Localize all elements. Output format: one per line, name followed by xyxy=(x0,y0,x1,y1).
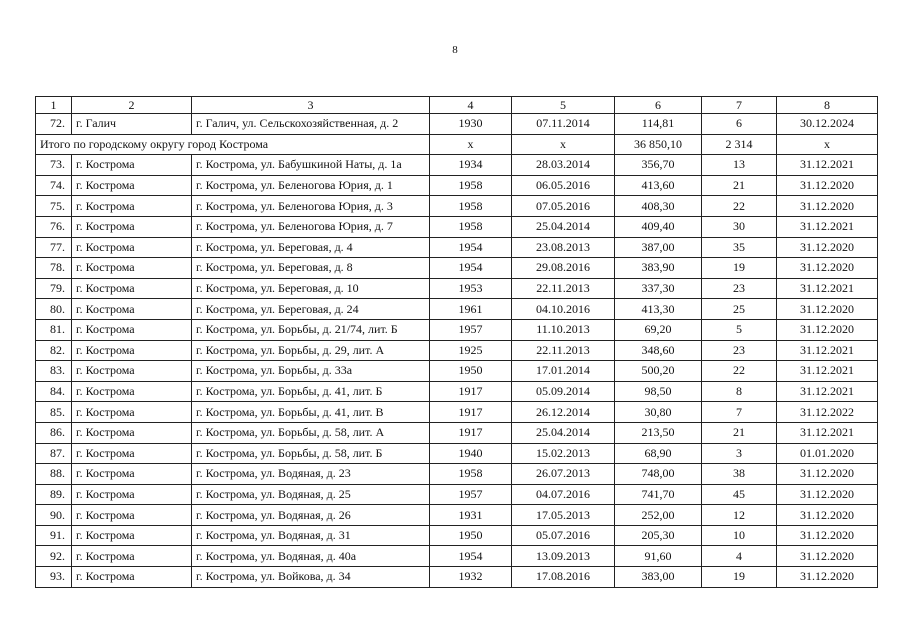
address-cell: г. Галич, ул. Сельскохозяйственная, д. 2 xyxy=(192,114,430,135)
row-number: 72. xyxy=(36,114,72,135)
area-cell: 205,30 xyxy=(615,525,702,546)
address-cell: г. Кострома, ул. Борьбы, д. 33а xyxy=(192,361,430,382)
row-number: 93. xyxy=(36,567,72,588)
settlement-cell: г. Кострома xyxy=(72,505,192,526)
count-cell: 8 xyxy=(702,381,777,402)
date-cell: 07.11.2014 xyxy=(512,114,615,135)
date-cell: 22.11.2013 xyxy=(512,340,615,361)
year-cell: 1950 xyxy=(430,525,512,546)
count-cell: 45 xyxy=(702,484,777,505)
count-cell: 38 xyxy=(702,464,777,485)
area-cell: 69,20 xyxy=(615,319,702,340)
date-cell: 05.09.2014 xyxy=(512,381,615,402)
address-cell: г. Кострома, ул. Борьбы, д. 41, лит. В xyxy=(192,402,430,423)
count-cell: 22 xyxy=(702,196,777,217)
deadline-cell: 31.12.2020 xyxy=(777,299,878,320)
address-cell: г. Кострома, ул. Войкова, д. 34 xyxy=(192,567,430,588)
date-cell: 23.08.2013 xyxy=(512,237,615,258)
row-number: 87. xyxy=(36,443,72,464)
table-row xyxy=(36,258,878,279)
year-cell: 1917 xyxy=(430,381,512,402)
row-number: 82. xyxy=(36,340,72,361)
deadline-cell: 31.12.2020 xyxy=(777,175,878,196)
settlement-cell: г. Кострома xyxy=(72,237,192,258)
column-number: 3 xyxy=(192,97,430,114)
column-number: 1 xyxy=(36,97,72,114)
deadline-cell: 31.12.2021 xyxy=(777,340,878,361)
area-cell: 68,90 xyxy=(615,443,702,464)
area-cell: 337,30 xyxy=(615,278,702,299)
address-cell: г. Кострома, ул. Береговая, д. 24 xyxy=(192,299,430,320)
deadline-cell: 31.12.2020 xyxy=(777,319,878,340)
count-cell: 23 xyxy=(702,278,777,299)
summary-count: 2 314 xyxy=(702,134,777,155)
deadline-cell: 31.12.2020 xyxy=(777,484,878,505)
deadline-cell: 31.12.2020 xyxy=(777,567,878,588)
row-number: 83. xyxy=(36,361,72,382)
settlement-cell: г. Кострома xyxy=(72,422,192,443)
year-cell: 1932 xyxy=(430,567,512,588)
settlement-cell: г. Кострома xyxy=(72,196,192,217)
row-number: 84. xyxy=(36,381,72,402)
settlement-cell: г. Кострома xyxy=(72,546,192,567)
deadline-cell: 01.01.2020 xyxy=(777,443,878,464)
count-cell: 12 xyxy=(702,505,777,526)
table-row xyxy=(36,422,878,443)
date-cell: 29.08.2016 xyxy=(512,258,615,279)
settlement-cell: г. Кострома xyxy=(72,299,192,320)
address-cell: г. Кострома, ул. Водяная, д. 40а xyxy=(192,546,430,567)
year-cell: 1961 xyxy=(430,299,512,320)
area-cell: 98,50 xyxy=(615,381,702,402)
year-cell: 1950 xyxy=(430,361,512,382)
date-cell: 11.10.2013 xyxy=(512,319,615,340)
row-number: 85. xyxy=(36,402,72,423)
area-cell: 383,00 xyxy=(615,567,702,588)
deadline-cell: 31.12.2020 xyxy=(777,196,878,217)
table-row xyxy=(36,567,878,588)
count-cell: 4 xyxy=(702,546,777,567)
year-cell: 1940 xyxy=(430,443,512,464)
page-number: 8 xyxy=(452,44,458,56)
deadline-cell: 31.12.2020 xyxy=(777,258,878,279)
table-row xyxy=(36,278,878,299)
year-cell: 1954 xyxy=(430,258,512,279)
table-row xyxy=(36,216,878,237)
settlement-cell: г. Кострома xyxy=(72,525,192,546)
settlement-cell: г. Кострома xyxy=(72,216,192,237)
deadline-cell: 30.12.2024 xyxy=(777,114,878,135)
date-cell: 25.04.2014 xyxy=(512,422,615,443)
row-number: 89. xyxy=(36,484,72,505)
count-cell: 21 xyxy=(702,175,777,196)
count-cell: 3 xyxy=(702,443,777,464)
address-cell: г. Кострома, ул. Береговая, д. 8 xyxy=(192,258,430,279)
settlement-cell: г. Кострома xyxy=(72,567,192,588)
table-row xyxy=(36,114,878,135)
settlement-cell: г. Кострома xyxy=(72,278,192,299)
date-cell: 26.12.2014 xyxy=(512,402,615,423)
address-cell: г. Кострома, ул. Борьбы, д. 29, лит. А xyxy=(192,340,430,361)
summary-row xyxy=(36,134,878,155)
deadline-cell: 31.12.2020 xyxy=(777,505,878,526)
area-cell: 383,90 xyxy=(615,258,702,279)
count-cell: 23 xyxy=(702,340,777,361)
date-cell: 04.10.2016 xyxy=(512,299,615,320)
column-number: 8 xyxy=(777,97,878,114)
area-cell: 387,00 xyxy=(615,237,702,258)
column-number-row xyxy=(36,97,878,114)
year-cell: 1957 xyxy=(430,484,512,505)
table-row xyxy=(36,155,878,176)
year-cell: 1958 xyxy=(430,175,512,196)
settlement-cell: г. Кострома xyxy=(72,258,192,279)
table-row xyxy=(36,484,878,505)
deadline-cell: 31.12.2022 xyxy=(777,402,878,423)
address-cell: г. Кострома, ул. Беленогова Юрия, д. 7 xyxy=(192,216,430,237)
date-cell: 15.02.2013 xyxy=(512,443,615,464)
table-row xyxy=(36,402,878,423)
settlement-cell: г. Кострома xyxy=(72,155,192,176)
deadline-cell: 31.12.2021 xyxy=(777,155,878,176)
address-cell: г. Кострома, ул. Береговая, д. 4 xyxy=(192,237,430,258)
area-cell: 252,00 xyxy=(615,505,702,526)
year-cell: 1957 xyxy=(430,319,512,340)
address-cell: г. Кострома, ул. Водяная, д. 31 xyxy=(192,525,430,546)
row-number: 86. xyxy=(36,422,72,443)
address-cell: г. Кострома, ул. Водяная, д. 23 xyxy=(192,464,430,485)
count-cell: 35 xyxy=(702,237,777,258)
settlement-cell: г. Кострома xyxy=(72,175,192,196)
date-cell: 22.11.2013 xyxy=(512,278,615,299)
year-cell: 1934 xyxy=(430,155,512,176)
area-cell: 413,60 xyxy=(615,175,702,196)
count-cell: 19 xyxy=(702,567,777,588)
area-cell: 500,20 xyxy=(615,361,702,382)
table-row xyxy=(36,381,878,402)
count-cell: 7 xyxy=(702,402,777,423)
summary-label: Итого по городскому округу город Кострома xyxy=(36,134,430,155)
year-cell: 1931 xyxy=(430,505,512,526)
year-cell: 1930 xyxy=(430,114,512,135)
year-cell: 1958 xyxy=(430,216,512,237)
settlement-cell: г. Кострома xyxy=(72,340,192,361)
table-row xyxy=(36,175,878,196)
year-cell: 1917 xyxy=(430,422,512,443)
count-cell: 6 xyxy=(702,114,777,135)
area-cell: 413,30 xyxy=(615,299,702,320)
date-cell: 07.05.2016 xyxy=(512,196,615,217)
address-cell: г. Кострома, ул. Беленогова Юрия, д. 3 xyxy=(192,196,430,217)
date-cell: 04.07.2016 xyxy=(512,484,615,505)
address-cell: г. Кострома, ул. Борьбы, д. 41, лит. Б xyxy=(192,381,430,402)
date-cell: 26.07.2013 xyxy=(512,464,615,485)
settlement-cell: г. Кострома xyxy=(72,319,192,340)
date-cell: 17.05.2013 xyxy=(512,505,615,526)
deadline-cell: 31.12.2020 xyxy=(777,237,878,258)
settlement-cell: г. Кострома xyxy=(72,381,192,402)
year-cell: 1953 xyxy=(430,278,512,299)
date-cell: 05.07.2016 xyxy=(512,525,615,546)
address-cell: г. Кострома, ул. Бабушкиной Наты, д. 1а xyxy=(192,155,430,176)
summary-date: х xyxy=(512,134,615,155)
table-row xyxy=(36,319,878,340)
row-number: 91. xyxy=(36,525,72,546)
date-cell: 17.01.2014 xyxy=(512,361,615,382)
count-cell: 19 xyxy=(702,258,777,279)
area-cell: 741,70 xyxy=(615,484,702,505)
table-row xyxy=(36,443,878,464)
count-cell: 22 xyxy=(702,361,777,382)
address-cell: г. Кострома, ул. Борьбы, д. 21/74, лит. Б xyxy=(192,319,430,340)
row-number: 73. xyxy=(36,155,72,176)
area-cell: 30,80 xyxy=(615,402,702,423)
count-cell: 30 xyxy=(702,216,777,237)
address-cell: г. Кострома, ул. Борьбы, д. 58, лит. Б xyxy=(192,443,430,464)
count-cell: 21 xyxy=(702,422,777,443)
year-cell: 1958 xyxy=(430,464,512,485)
housing-registry-table xyxy=(35,96,878,588)
count-cell: 5 xyxy=(702,319,777,340)
column-number: 4 xyxy=(430,97,512,114)
date-cell: 17.08.2016 xyxy=(512,567,615,588)
settlement-cell: г. Галич xyxy=(72,114,192,135)
row-number: 76. xyxy=(36,216,72,237)
row-number: 79. xyxy=(36,278,72,299)
table-row xyxy=(36,525,878,546)
year-cell: 1954 xyxy=(430,237,512,258)
column-number: 2 xyxy=(72,97,192,114)
date-cell: 28.03.2014 xyxy=(512,155,615,176)
summary-year: х xyxy=(430,134,512,155)
settlement-cell: г. Кострома xyxy=(72,402,192,423)
year-cell: 1958 xyxy=(430,196,512,217)
address-cell: г. Кострома, ул. Береговая, д. 10 xyxy=(192,278,430,299)
address-cell: г. Кострома, ул. Водяная, д. 26 xyxy=(192,505,430,526)
address-cell: г. Кострома, ул. Борьбы, д. 58, лит. А xyxy=(192,422,430,443)
area-cell: 409,40 xyxy=(615,216,702,237)
table-row xyxy=(36,361,878,382)
row-number: 92. xyxy=(36,546,72,567)
deadline-cell: 31.12.2021 xyxy=(777,216,878,237)
address-cell: г. Кострома, ул. Водяная, д. 25 xyxy=(192,484,430,505)
row-number: 74. xyxy=(36,175,72,196)
settlement-cell: г. Кострома xyxy=(72,443,192,464)
date-cell: 13.09.2013 xyxy=(512,546,615,567)
deadline-cell: 31.12.2020 xyxy=(777,525,878,546)
area-cell: 356,70 xyxy=(615,155,702,176)
settlement-cell: г. Кострома xyxy=(72,361,192,382)
deadline-cell: 31.12.2020 xyxy=(777,464,878,485)
deadline-cell: 31.12.2021 xyxy=(777,422,878,443)
table-row xyxy=(36,546,878,567)
settlement-cell: г. Кострома xyxy=(72,464,192,485)
table-row xyxy=(36,505,878,526)
table-row xyxy=(36,464,878,485)
area-cell: 114,81 xyxy=(615,114,702,135)
year-cell: 1954 xyxy=(430,546,512,567)
column-number: 7 xyxy=(702,97,777,114)
settlement-cell: г. Кострома xyxy=(72,484,192,505)
count-cell: 10 xyxy=(702,525,777,546)
deadline-cell: 31.12.2021 xyxy=(777,361,878,382)
date-cell: 25.04.2014 xyxy=(512,216,615,237)
row-number: 77. xyxy=(36,237,72,258)
row-number: 90. xyxy=(36,505,72,526)
count-cell: 25 xyxy=(702,299,777,320)
deadline-cell: 31.12.2021 xyxy=(777,381,878,402)
row-number: 80. xyxy=(36,299,72,320)
area-cell: 91,60 xyxy=(615,546,702,567)
deadline-cell: 31.12.2021 xyxy=(777,278,878,299)
table-row xyxy=(36,196,878,217)
area-cell: 408,30 xyxy=(615,196,702,217)
table-row xyxy=(36,237,878,258)
summary-area: 36 850,10 xyxy=(615,134,702,155)
column-number: 6 xyxy=(615,97,702,114)
column-number: 5 xyxy=(512,97,615,114)
row-number: 88. xyxy=(36,464,72,485)
table-row xyxy=(36,340,878,361)
year-cell: 1917 xyxy=(430,402,512,423)
area-cell: 748,00 xyxy=(615,464,702,485)
area-cell: 213,50 xyxy=(615,422,702,443)
row-number: 78. xyxy=(36,258,72,279)
area-cell: 348,60 xyxy=(615,340,702,361)
year-cell: 1925 xyxy=(430,340,512,361)
address-cell: г. Кострома, ул. Беленогова Юрия, д. 1 xyxy=(192,175,430,196)
count-cell: 13 xyxy=(702,155,777,176)
row-number: 75. xyxy=(36,196,72,217)
row-number: 81. xyxy=(36,319,72,340)
table-row xyxy=(36,299,878,320)
date-cell: 06.05.2016 xyxy=(512,175,615,196)
summary-deadline: х xyxy=(777,134,878,155)
deadline-cell: 31.12.2020 xyxy=(777,546,878,567)
